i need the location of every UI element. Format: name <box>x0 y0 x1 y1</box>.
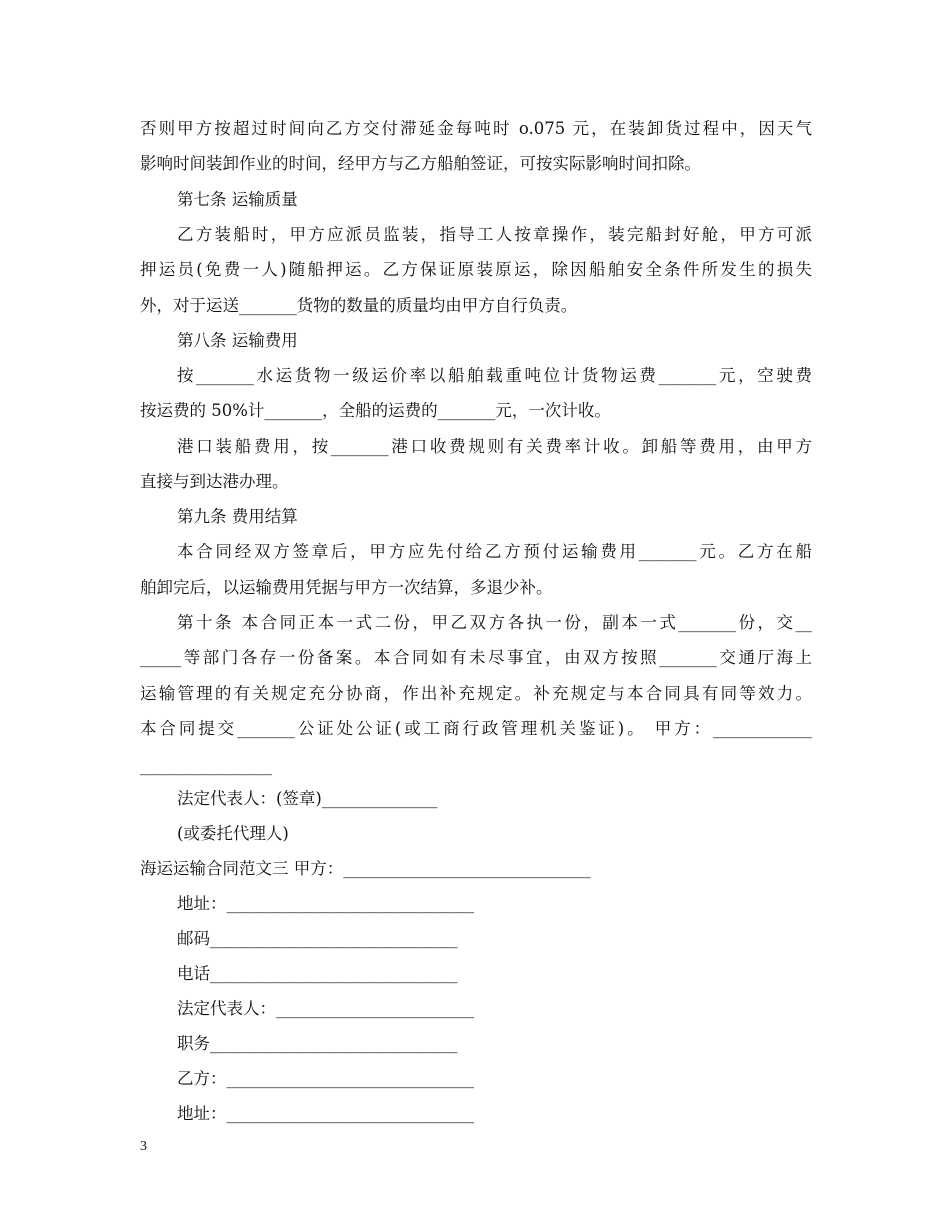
form-field-line: 地址：______________________________ <box>177 894 474 913</box>
signature-line: (或委托代理人) <box>177 824 289 843</box>
text-line: 舶卸完后，以运输费用凭据与甲方一次结算，多退少补。 <box>140 578 553 597</box>
text-line: 第十条 本合同正本一式二份，甲乙双方各执一份，副本一式_______份，交__ <box>177 613 812 632</box>
form-field-line: 职务______________________________ <box>177 1034 458 1053</box>
text-line: 按运费的 50%计_______，全船的运费的_______元，一次计收。 <box>140 401 611 420</box>
text-line: 否则甲方按超过时间向乙方交付滞延金每吨时 o.075 元，在装卸货过程中，因天气 <box>140 119 812 138</box>
text-line: 直接与到达港办理。 <box>140 472 289 491</box>
text-line: 影响时间装卸作业的时间，经甲方与乙方船舶签证，可按实际影响时间扣除。 <box>140 154 701 173</box>
text-line: 运输管理的有关规定充分协商，作出补充规定。补充规定与本合同具有同等效力。 <box>140 684 812 703</box>
form-field-line: 邮码______________________________ <box>177 929 458 948</box>
form-field-line: 乙方：______________________________ <box>177 1069 474 1088</box>
page-number: 3 <box>140 1139 147 1154</box>
text-line: 本合同提交_______公证处公证(或工商行政管理机关鉴证)。 甲方：____________ <box>140 719 812 738</box>
text-line: 本合同经双方签章后，甲方应先付给乙方预付运输费用_______元。乙方在船 <box>177 542 812 561</box>
section-heading: 第七条 运输质量 <box>177 190 298 209</box>
text-line: 港口装船费用，按_______港口收费规则有关费率计收。卸船等费用，由甲方 <box>177 437 812 456</box>
form-field-line: 电话______________________________ <box>177 964 458 983</box>
signature-blank: ________________ <box>140 756 272 775</box>
section-title: 海运运输合同范文三 甲方：______________________________ <box>140 859 591 878</box>
text-line: 押运员(免费一人)随船押运。乙方保证原装原运，除因船舶安全条件所发生的损失 <box>140 260 812 279</box>
form-field-line: 地址：______________________________ <box>177 1104 474 1123</box>
text-line: 按_______水运货物一级运价率以船舶载重吨位计货物运费_______元，空驶费 <box>177 366 812 385</box>
section-heading: 第八条 运输费用 <box>177 331 298 350</box>
signature-line: 法定代表人：(签章)______________ <box>177 789 438 808</box>
text-line: 乙方装船时，甲方应派员监装，指导工人按章操作，装完船封好舱，甲方可派 <box>177 225 812 244</box>
text-line: _____等部门各存一份备案。本合同如有未尽事宜，由双方按照_______交通厅海上 <box>140 648 812 667</box>
section-heading: 第九条 费用结算 <box>177 507 298 526</box>
text-line: 外，对于运送_______货物的数量的质量均由甲方自行负责。 <box>140 296 578 315</box>
form-field-line: 法定代表人：________________________ <box>177 999 474 1018</box>
